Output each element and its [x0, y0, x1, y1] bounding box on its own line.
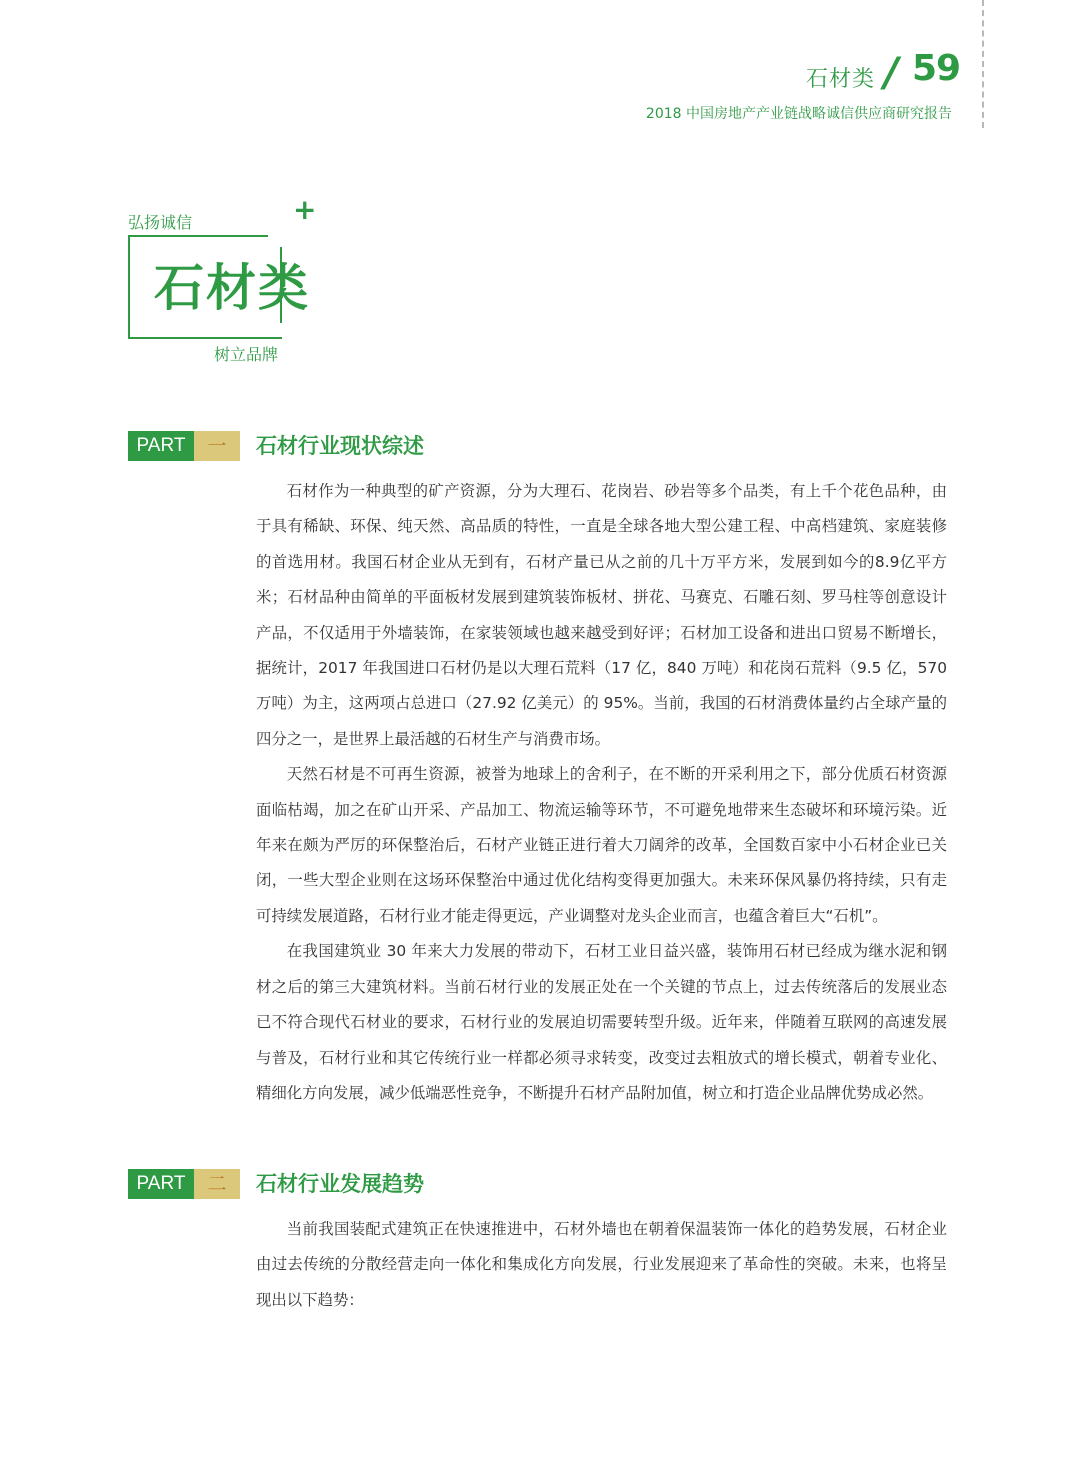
report-subtitle: 2018 中国房地产产业链战略诚信供应商研究报告 — [645, 106, 952, 122]
header-dashed-line — [982, 0, 984, 128]
part1-paragraph: 在我国建筑业 30 年来大力发展的带动下，石材工业日益兴盛，装饰用石材已经成为继水泥和钢材之后的第三大建筑材料。当前石材行业的发展正处在一个关键的节点上，过去传统落后的发展业态已不符合现代石材业的要求，石材行业的发展迫切需要转型升级。近年来，伴随着互联网的高速发展与普及，石材行业和其它传统行业一样都必须寻求转变，改变过去粗放式的增长模式，朝着专业化、精细化方向发展，减少低端恶性竞争，不断提升石材产品附加值，树立和打造企业品牌优势成必然。 — [256, 942, 947, 1102]
part2-label: PART — [128, 1169, 194, 1199]
header-slash: / — [884, 50, 899, 96]
title-bottom-label: 树立品牌 — [214, 345, 279, 364]
title-top-label: 弘扬诚信 — [128, 213, 193, 232]
part1-label: PART — [128, 431, 194, 461]
part1-body — [256, 474, 947, 1111]
part2-body — [256, 1212, 947, 1318]
section-main-title: 石材类 — [154, 259, 310, 317]
part1-paragraph: 天然石材是不可再生资源，被誉为地球上的舍利子，在不断的开采利用之下，部分优质石材资源面临枯竭，加之在矿山开采、产品加工、物流运输等环节，不可避免地带来生态破坏和环境污染。近年来在颇为严厉的环保整治后，石材产业链正进行着大刀阔斧的改革，全国数百家中小石材企业已关闭，一些大型企业则在这场环保整治中通过优化结构变得更加强大。未来环保风暴仍将持续，只有走可持续发展道路，石材行业才能走得更远，产业调整对龙头企业而言，也蕴含着巨大“石机”。 — [256, 765, 947, 925]
frame-gap-top — [268, 233, 282, 247]
plus-icon: + — [293, 193, 317, 226]
part1-number: 一 — [194, 431, 240, 461]
page-number: 59 — [912, 48, 961, 89]
part2-number: 二 — [194, 1169, 240, 1199]
frame-gap-bottom — [268, 323, 282, 337]
part1-paragraph: 石材作为一种典型的矿产资源，分为大理石、花岗岩、砂岩等多个品类，有上千个花色品种，由于具有稀缺、环保、纯天然、高品质的特性，一直是全球各地大型公建工程、中高档建筑、家庭装修的首选用材。我国石材企业从无到有，石材产量已从之前的几十万平方米，发展到如今的8.9亿平方米；石材品种由简单的平面板材发展到建筑装饰板材、拼花、马赛克、石雕石刻、罗马柱等创意设计产品，不仅适用于外墙装饰，在家装领域也越来越受到好评；石材加工设备和进出口贸易不断增长，据统计，2017 年我国进口石材仍是以大理石荒料（17 亿，840 万吨）和花岗石荒料（9.5 亿，570 万吨）为主，这两项占总进口（27.92 亿美元）的 95%。当前，我国的石材消费体量约占全球产量的四分之一，是世界上最活越的石材生产与消费市场。 — [256, 482, 947, 748]
part2-title: 石材行业发展趋势 — [256, 1172, 424, 1196]
part2-paragraph: 当前我国装配式建筑正在快速推进中，石材外墙也在朝着保温装饰一体化的趋势发展，石材企业由过去传统的分散经营走向一体化和集成化方向发展，行业发展迎来了革命性的突破。未来，也将呈现出以下趋势： — [256, 1220, 947, 1309]
part1-title: 石材行业现状综述 — [256, 434, 424, 458]
header-category: 石材类 — [806, 67, 876, 92]
